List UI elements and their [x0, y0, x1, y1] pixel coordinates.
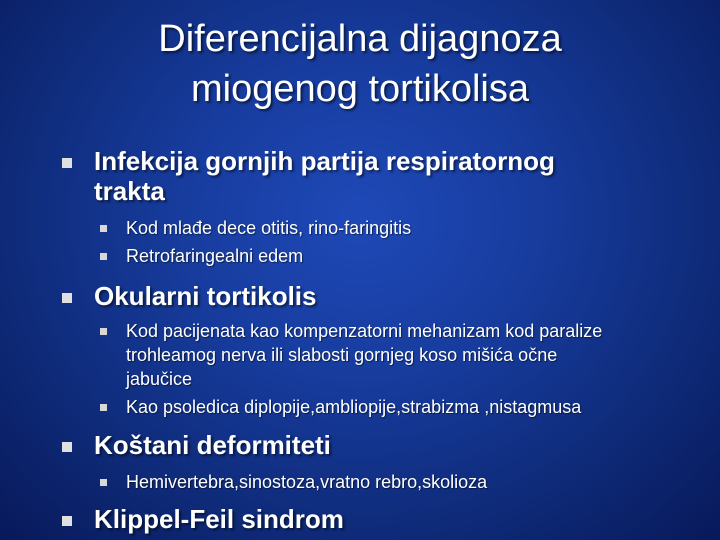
square-bullet-icon [62, 158, 72, 168]
square-bullet-icon [62, 516, 72, 526]
sub-item-label: Kao psoledica diplopije,ambliopije,strabizma ,nistagmusa [126, 397, 582, 417]
square-bullet-icon [62, 293, 72, 303]
sub-item-label: Hemivertebra,sinostoza,vratno rebro,skolioza [126, 472, 488, 492]
bullet-item-label-cont: trakta [94, 176, 165, 206]
sub-item-label-cont: trohleamog nerva ili slabosti gornjeg koso mišića očne [126, 345, 558, 365]
sub-item-label-cont: jabučice [126, 369, 193, 389]
bullet-item-label: Koštani deformiteti [94, 430, 331, 460]
sub-item-label: Retrofaringealni edem [126, 246, 304, 266]
sub-item-label: Kod pacijenata kao kompenzatorni mehanizam kod paralize [126, 321, 603, 341]
square-bullet-icon [100, 404, 107, 411]
square-bullet-icon [100, 253, 107, 260]
square-bullet-icon [100, 225, 107, 232]
square-bullet-icon [100, 328, 107, 335]
bullet-item-label: Okularni tortikolis [94, 281, 317, 311]
square-bullet-icon [62, 442, 72, 452]
slide-title-line-2: miogenog tortikolisa [191, 68, 529, 110]
slide-title [0, 14, 720, 114]
sub-item-label: Kod mlađe dece otitis, rino-faringitis [126, 218, 412, 238]
square-bullet-icon [100, 479, 107, 486]
slide-title-line-1: Diferencijalna dijagnoza [158, 18, 562, 60]
bullet-item-label: Infekcija gornjih partija respiratornog [94, 146, 555, 176]
bullet-item-label: Klippel-Feil sindrom [94, 504, 344, 534]
